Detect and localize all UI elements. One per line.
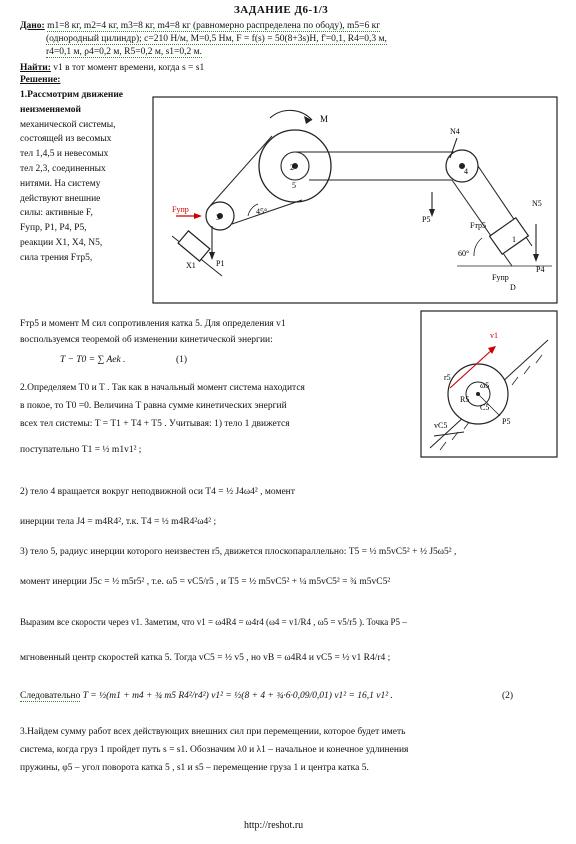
small-label-r5: r5 — [444, 373, 451, 382]
equation-2-number: (2) — [502, 691, 514, 701]
fig-label-Ftr5: Fтр5 — [470, 221, 487, 230]
find-line — [20, 62, 204, 74]
solution-label: Решение: — [20, 75, 61, 85]
step1-col-line: состоящей из весомых — [20, 134, 112, 145]
small-label-P5: P5 — [502, 417, 511, 426]
find-text: v1 в тот момент времени, когда s = s1 — [53, 63, 205, 73]
step1-col-line: 1.Рассмотрим движение — [20, 90, 124, 100]
step1-col-line: силы: активные F, — [20, 208, 93, 219]
fig-label-P5: P5 — [422, 215, 431, 224]
small-label-v1: v1 — [490, 331, 498, 340]
given-text-1: m1=8 кг, m2=4 кг, m3=8 кг, m4=8 кг (равномерно распределена по ободу), m5=6 кг — [47, 21, 381, 31]
small-label-vC5: vC5 — [434, 421, 448, 430]
given-line-2 — [46, 33, 387, 45]
fig-label-P1: P1 — [216, 259, 225, 268]
step1-full-1: Fтр5 и момент M сил сопротивления катка 5. Для определения v1 — [20, 319, 286, 329]
fig-label-N4: N4 — [450, 127, 460, 136]
given-label: Дано: — [20, 21, 45, 31]
step2-line-7: 3) тело 5, радиус инерции которого неизвестен r5, движется плоскопараллельно: T5 = ½ m5vC5² + ½ J5ω5² , — [20, 547, 457, 557]
small-label-omega5: ω5 — [480, 381, 490, 390]
step3-formula: T = ½(m1 + m4 + ¾ m5 R4²/r4²) v1² = ½(8 + 4 + ¾·6·0,09/0,01) v1² = 16,1 v1² . — [82, 691, 393, 701]
given-line-3 — [46, 46, 202, 58]
equation-1: T − T0 = ∑ Aek . — [60, 355, 126, 365]
fig-label-Fupr-2: Fупр — [492, 273, 509, 282]
step2-line-4: поступательно T1 = ½ m1v1² ; — [20, 445, 142, 455]
step3-line-3 — [20, 690, 393, 702]
fig-label-D: D — [510, 283, 516, 292]
step4-line-3: пружины, φ5 – угол поворота катка 5 , s1 и s5 – перемещение груза 1 и центра катка 5. — [20, 763, 369, 773]
step3-label: Следовательно — [20, 691, 81, 701]
fig-label-X1: X1 — [186, 261, 196, 270]
step1-full-2: воспользуемся теоремой об изменении кинетической энергии: — [20, 335, 273, 345]
fig-label-60: 60° — [458, 249, 470, 258]
step1-col-line: тел 1,4,5 и невесомых — [20, 149, 109, 160]
fig-label-Fupr: Fупр — [172, 205, 189, 214]
step1-col-line: нитями. На систему — [20, 178, 101, 189]
step2-line-1: 2.Определяем T0 и T . Так как в начальный момент система находится — [20, 383, 305, 393]
step2-line-8: момент инерции J5c = ½ m5r5² , т.е. ω5 = vC5/r5 , и T5 = ½ m5vC5² + ¼ m5vC5² = ¾ m5vC5² — [20, 577, 391, 587]
step1-col-line: неизменяемой — [20, 104, 81, 115]
step2-line-3: всех тел системы: T = T1 + T4 + T5 . Учитывая: 1) тело 1 движется — [20, 419, 290, 429]
equation-1-number: (1) — [176, 355, 188, 365]
fig-label-2: 2 — [290, 163, 294, 172]
roller-figure — [420, 310, 560, 460]
step4-line-2: система, когда груз 1 пройдет путь s = s1. Обозначим λ0 и λ1 – начальное и конечное удлинения — [20, 745, 409, 755]
fig-label-M: M — [320, 114, 329, 124]
fig-label-P4: P4 — [536, 265, 545, 274]
step1-col-line: тел 2,3, соединенных — [20, 163, 106, 174]
given-line-1 — [20, 20, 380, 32]
small-label-R5: R5 — [460, 395, 470, 404]
step4-line-1: 3.Найдем сумму работ всех действующих внешних сил при перемещении, которое будет иметь — [20, 727, 406, 737]
step1-col-line: действуют внешние — [20, 193, 101, 204]
step2-line-6: инерции тела J4 = m4R4², т.к. T4 = ½ m4R4²ω4² ; — [20, 517, 217, 527]
fig-label-N5: N5 — [532, 199, 542, 208]
given-text-2: (однородный цилиндр); c=210 Н/м, M=0,5 Нм, F = f(s) = 50(8+3s)Н, f'=0,1, R4=0,3 м, — [46, 34, 387, 44]
fig-label-4: 4 — [464, 167, 468, 176]
footer-url: http://reshot.ru — [244, 820, 304, 831]
page-title: ЗАДАНИЕ Д6-1/3 — [234, 4, 329, 16]
step3-line-1: Выразим все скорости через v1. Заметим, что v1 = ω4R4 = ω4r4 (ω4 = v1/R4 , ω5 = v5/r5 ). Точка P5 – — [20, 617, 407, 627]
step1-col-line: Fупр, P1, P4, P5, — [20, 223, 87, 234]
step1-col-line: сила трения Fтр5, — [20, 252, 93, 263]
find-label: Найти: — [20, 63, 51, 73]
fig-label-45: 45° — [256, 207, 268, 216]
fig-label-3: 3 — [216, 213, 220, 222]
step2-line-2: в покое, то T0 =0. Величина T равна сумме кинетических энергий — [20, 401, 287, 411]
mechanism-figure — [152, 96, 560, 306]
step2-line-5: 2) тело 4 вращается вокруг неподвижной оси T4 = ½ J4ω4² , момент — [20, 487, 295, 497]
given-text-3: r4=0,1 м, ρ4=0,2 м, R5=0,2 м, s1=0,2 м. — [46, 47, 203, 57]
step1-col-line: механической системы, — [20, 119, 116, 130]
step1-col-line: реакции X1, X4, N5, — [20, 237, 103, 248]
fig-label-5: 5 — [292, 181, 296, 190]
step3-line-2: мгновенный центр скоростей катка 5. Тогда vC5 = ½ v5 , но vB = ω4R4 и vC5 = ½ v1 R4/r4 ; — [20, 653, 391, 663]
fig-label-1: 1 — [512, 235, 516, 244]
step1-column — [20, 88, 123, 266]
small-label-C5: C5 — [480, 403, 490, 412]
